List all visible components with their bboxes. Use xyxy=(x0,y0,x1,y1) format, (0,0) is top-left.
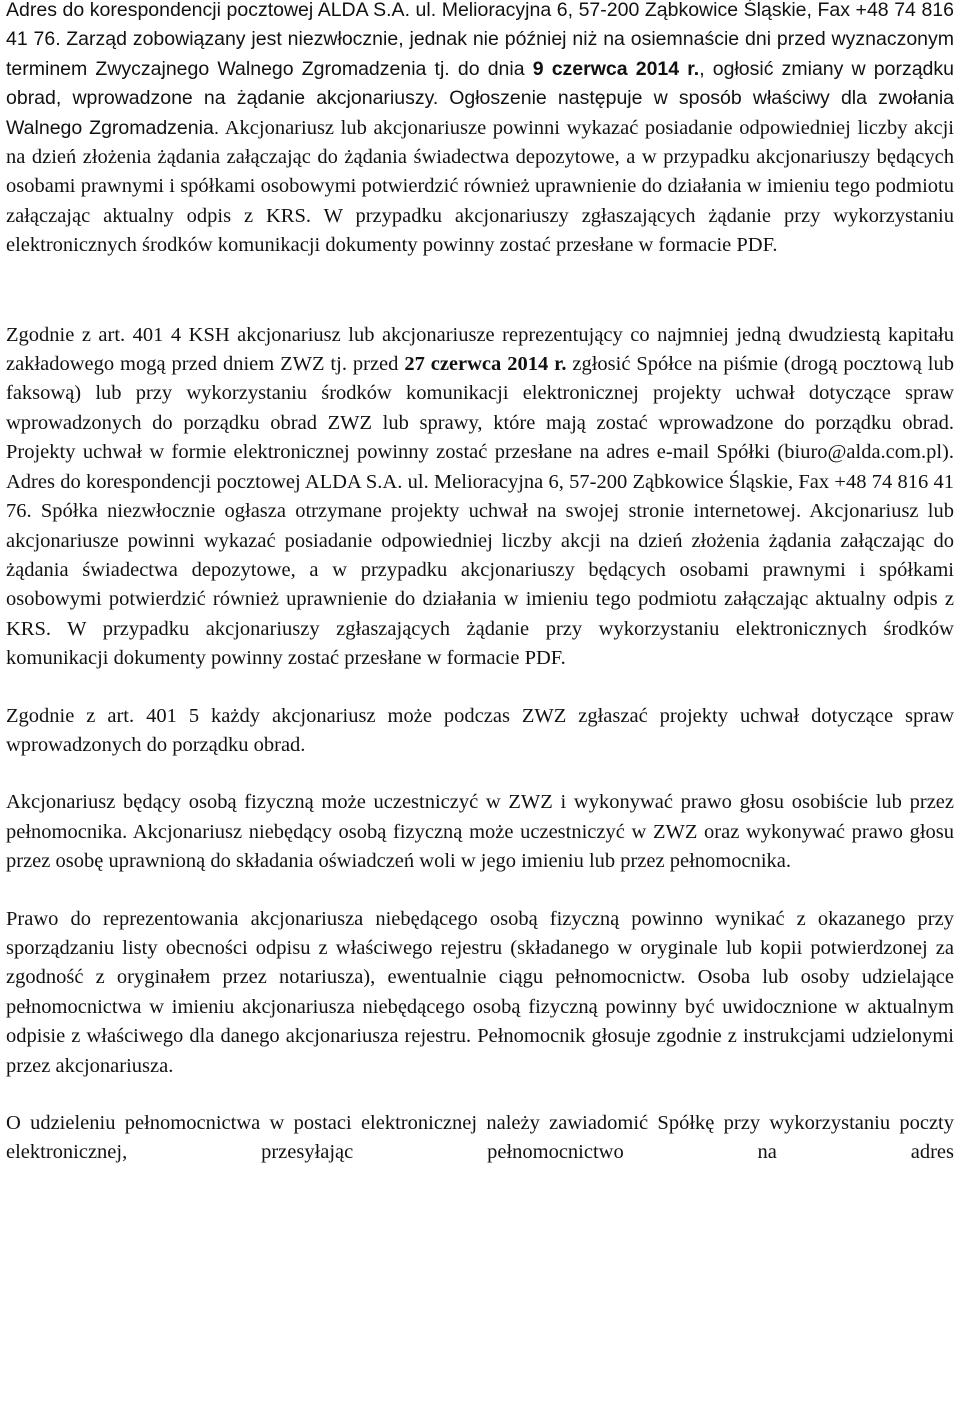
paragraph-text: , ogłosić zmiany w porządku obrad, wprowadzone na żądanie akcjonariuszy. xyxy=(6,57,954,110)
section-participation: Akcjonariusz będący osobą fizyczną może uczestniczyć w ZWZ i wykonywać prawo głosu osobiście lub przez pełnomocnika. Akcjonariusz niebędący osobą fizyczną może uczestniczyć w ZWZ oraz wykonywać prawo głosu przez osobę uprawnioną do składania oświadczeń woli w jego imieniu lub przez pełnomocnika. xyxy=(6,791,954,873)
section-electronic-proxy: O udzieleniu pełnomocnictwa w postaci elektronicznej należy zawiadomić Spółkę przy wykorzystaniu poczty elektronicznej, przesyłając pełnomocnictwo na adres xyxy=(6,1112,954,1164)
section-art-401-5: Zgodnie z art. 401 5 każdy akcjonariusz może podczas ZWZ zgłaszać projekty uchwał dotyczące spraw wprowadzonych do porządku obrad. xyxy=(6,704,954,756)
paragraph-text: Adres do korespondencji pocztowej ALDA S.A. ul. Melioracyjna 6, 57-200 Ząbkowice Śląskie, Fax +48 74 816 41 76. xyxy=(6,0,954,51)
paragraph-text: Ogłoszenie następuje w sposób właściwy dla zwołania Walnego Zgromadzenia. xyxy=(6,87,955,139)
paragraph-text: Zgodnie z art. 401 4 KSH akcjonariusz lub akcjonariusze reprezentujący co najmniej jedną dwudziestą kapitału zakładowego mogą przed dniem ZWZ tj. przed xyxy=(6,323,954,376)
paragraph-text: Zarząd zobowiązany jest niezwłocznie, jednak nie później niż na osiemnaście dni przed wyznaczonym terminem Zwyczajnego Walnego Zgromadzenia tj. do dnia xyxy=(6,28,955,80)
section-resolution-drafts xyxy=(6,321,954,674)
paragraph-text: zgłosić Spółce na piśmie (drogą pocztową lub faksową) lub przy wykorzystaniu środków komunikacji elektronicznej projekty uchwał dotyczące spraw wprowadzonych do porządku obrad ZWZ lub sprawy, które mają zostać wprowadzone do porządku obrad. Projekty uchwał w formie elektronicznej powinny zostać przesłane na adres e-mail Spółki (biuro@alda.com.pl). Adres do korespondencji pocztowej ALDA S.A. ul. Melioracyjna 6, 57-200 Ząbkowice Śląskie, Fax +48 74 816 41 76. Spółka niezwłocznie ogłasza otrzymane projekty uchwał na swojej stronie internetowej. xyxy=(6,353,954,523)
section-agenda-changes xyxy=(6,0,954,261)
paragraph-text: Akcjonariusz lub akcjonariusze powinni wykazać posiadanie odpowiedniej liczby akcji na dzień złożenia żądania załączając do żądania świadectwa depozytowe, a w przypadku akcjonariuszy będących osobami prawnymi i spółkami osobowymi potwierdzić również uprawnienie do działania w imieniu tego podmiotu załączając aktualny odpis z KRS. W przypadku akcjonariuszy zgłaszających żądanie przy wykorzystaniu elektronicznych środków komunikacji dokumenty powinny zostać przesłane w formacie PDF. xyxy=(6,500,954,670)
document-page xyxy=(6,0,954,1168)
deadline-date: 27 czerwca 2014 r. xyxy=(404,353,567,376)
section-representation: Prawo do reprezentowania akcjonariusza niebędącego osobą fizyczną powinno wynikać z okazanego przy sporządzaniu listy obecności odpisu z właściwego rejestru (składanego w oryginale lub kopii potwierdzonej za zgodność z oryginałem przez notariusza), ewentualnie ciągu pełnomocnictw. Osoba lub osoby udzielające pełnomocnictwa w imieniu akcjonariusza niebędącego osobą fizyczną powinny być uwidocznione w aktualnym odpisie z właściwego dla danego akcjonariusza rejestru. Pełnomocnik głosuje zgodnie z instrukcjami udzielonymi przez akcjonariusza. xyxy=(6,907,954,1077)
deadline-date: 9 czerwca 2014 r. xyxy=(532,57,700,80)
paragraph-text: Akcjonariusz lub akcjonariusze powinni wykazać posiadanie odpowiedniej liczby akcji na dzień złożenia żądania załączając do żądania świadectwa depozytowe, a w przypadku akcjonariuszy będących osobami prawnymi i spółkami osobowymi potwierdzić również uprawnienie do działania w imieniu tego podmiotu załączając aktualny odpis z KRS. W przypadku akcjonariuszy zgłaszających żądanie przy wykorzystaniu elektronicznych środków komunikacji dokumenty powinny zostać przesłane w formacie PDF. xyxy=(6,116,954,257)
